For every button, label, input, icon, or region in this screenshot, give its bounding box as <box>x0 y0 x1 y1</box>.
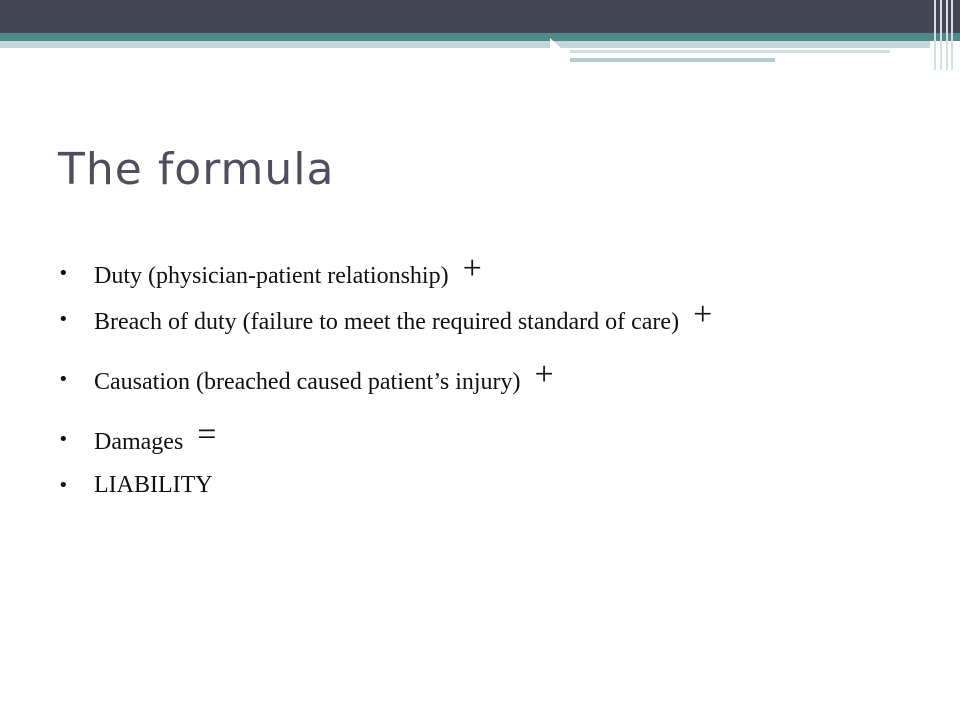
header-accent-line-upper <box>570 50 890 53</box>
bullet-text: Damages <box>94 429 184 455</box>
bullet-dot-icon: • <box>58 263 69 284</box>
bullet-item-damages <box>58 418 898 464</box>
header-band-teal <box>0 33 960 41</box>
equals-operator: = <box>197 416 217 453</box>
header-arrow-shape <box>550 38 561 58</box>
bullet-text: Duty (physician-patient relationship) <box>94 263 449 289</box>
header-edge-stripes <box>930 0 960 70</box>
bullet-dot-icon: • <box>58 429 69 450</box>
header-band-dark <box>0 0 960 33</box>
plus-operator: + <box>693 296 713 333</box>
plus-operator: + <box>462 250 482 287</box>
bullet-item-liability <box>58 464 898 507</box>
header-band-light <box>0 41 930 48</box>
bullet-dot-icon: • <box>58 309 69 330</box>
bullet-text: LIABILITY <box>94 472 213 498</box>
slide-title: The formula <box>58 144 335 195</box>
bullet-dot-icon: • <box>58 369 69 390</box>
bullet-text: Breach of duty (failure to meet the required standard of care) <box>94 309 680 335</box>
bullet-text: Causation (breached caused patient’s injury) <box>94 369 521 395</box>
header-accent-line-lower <box>570 58 775 62</box>
bullet-dot-icon: • <box>58 475 69 496</box>
bullet-list <box>58 252 898 507</box>
bullet-item-duty <box>58 252 898 298</box>
bullet-item-breach <box>58 298 898 344</box>
bullet-item-causation <box>58 358 898 404</box>
plus-operator: + <box>534 356 554 393</box>
